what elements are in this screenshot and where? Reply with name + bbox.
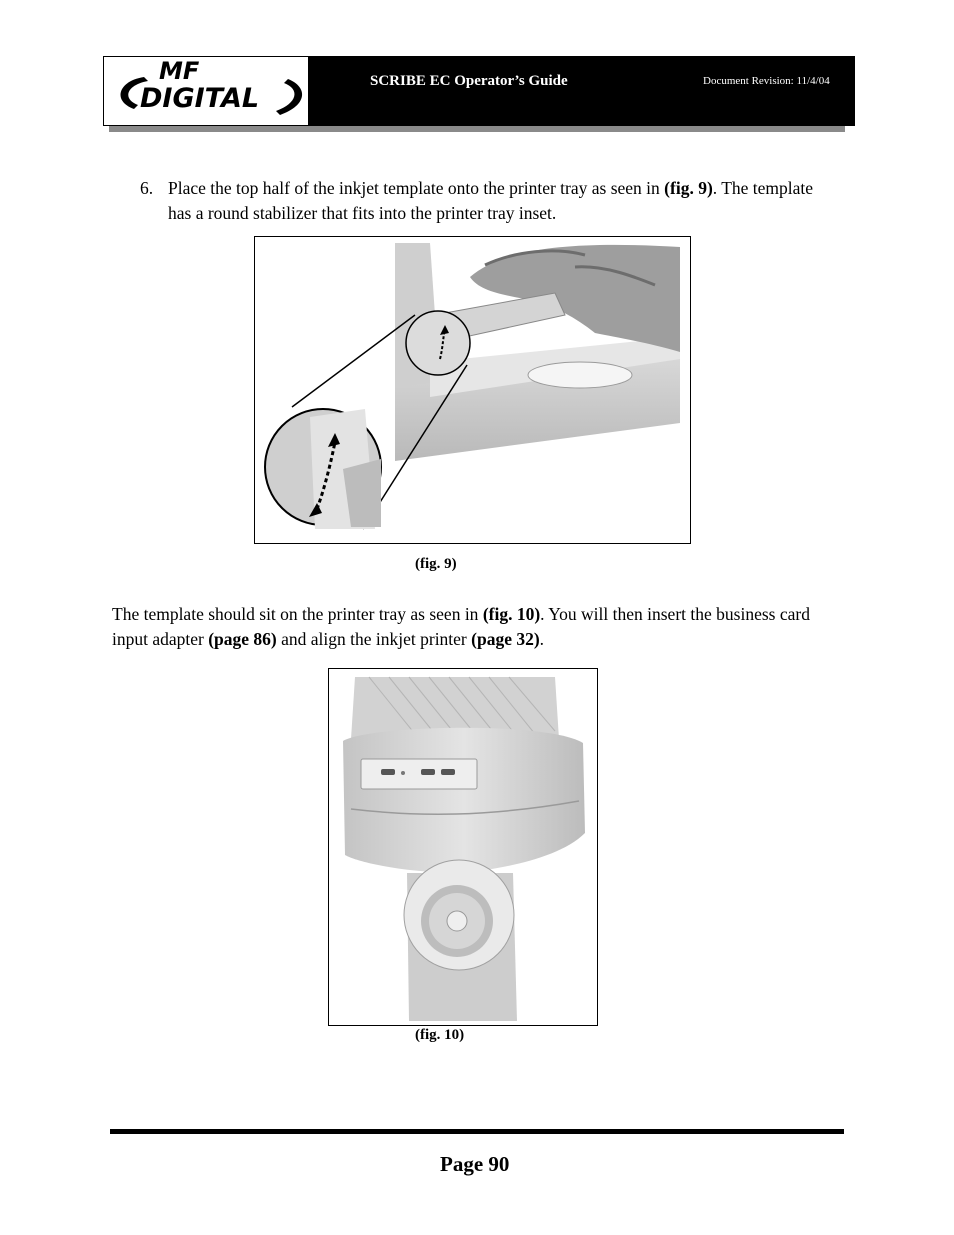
svg-text:DIGITAL: DIGITAL: [140, 83, 260, 114]
document-revision: Document Revision: 11/4/04: [703, 75, 830, 87]
page32-reference: (page 32): [471, 629, 540, 649]
fig10-reference: (fig. 10): [482, 604, 541, 624]
page-number: Page 90: [440, 1152, 510, 1176]
guide-title: SCRIBE EC Operator’s Guide: [370, 73, 568, 89]
para-text-a: The template should sit on the printer tray as seen in: [112, 604, 483, 624]
document-header: [103, 56, 855, 126]
para-text-c: and align the inkjet printer: [276, 629, 472, 649]
fig10-photo: [328, 668, 598, 1026]
mf-digital-logo: [103, 56, 309, 126]
fig9-photo: [254, 236, 691, 544]
page86-reference: (page 86): [208, 629, 277, 649]
step-text-b: . The template has a round stabilizer that fits into the printer tray inset.: [168, 178, 814, 223]
footer-rule: [110, 1129, 844, 1134]
step-text: [168, 176, 820, 226]
para-text-d: .: [539, 629, 545, 649]
fig10-caption: (fig. 10): [415, 1027, 465, 1043]
step-6: [140, 176, 820, 226]
step-number: 6.: [140, 178, 154, 198]
template-paragraph: [112, 602, 842, 652]
fig9-caption: (fig. 9): [415, 556, 457, 572]
step-text-a: Place the top half of the inkjet template onto the printer tray as seen in: [168, 178, 665, 198]
para-text-b: . You will then insert the business card input adapter: [112, 604, 810, 649]
fig9-reference: (fig. 9): [664, 178, 713, 198]
svg-text:MF: MF: [159, 57, 200, 85]
